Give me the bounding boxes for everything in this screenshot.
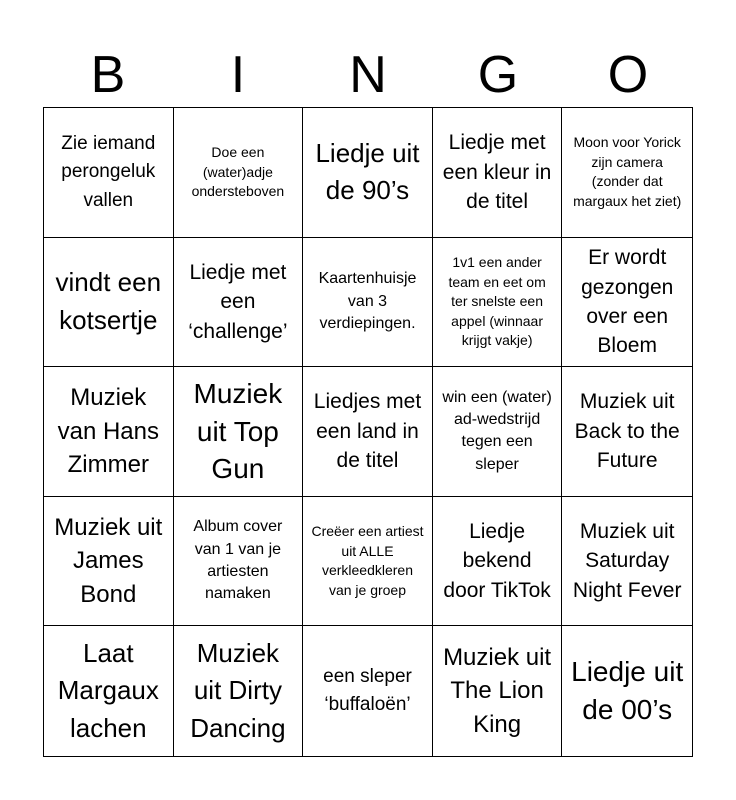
bingo-cell[interactable]	[433, 108, 563, 238]
cell-text: win een (water) ad-wedstrijd tegen een sleper	[442, 388, 552, 473]
header-letter-g: G	[477, 46, 519, 104]
bingo-cell[interactable]	[174, 108, 304, 238]
bingo-cell[interactable]	[562, 626, 692, 756]
bingo-cell[interactable]	[433, 626, 563, 756]
cell-text: Laat Margaux lachen	[57, 637, 159, 744]
bingo-cell[interactable]	[433, 497, 563, 627]
cell-text: Muziek uit Dirty Dancing	[190, 637, 286, 744]
cell-text: 1v1 een ander team en eet om ter snelste een appel (winnaar krijgt vakje)	[448, 253, 546, 349]
bingo-cell[interactable]	[433, 238, 563, 368]
bingo-cell[interactable]	[44, 108, 174, 238]
cell-text: vindt een kotsertje	[55, 267, 162, 335]
bingo-cell[interactable]	[303, 367, 433, 497]
cell-text: Muziek uit Saturday Night Fever	[572, 520, 682, 602]
bingo-cell[interactable]	[562, 367, 692, 497]
cell-text: Liedje bekend door TikTok	[443, 520, 551, 602]
bingo-cell[interactable]	[562, 238, 692, 368]
bingo-cell[interactable]	[44, 626, 174, 756]
bingo-cell[interactable]	[174, 238, 304, 368]
cell-text: Album cover van 1 van je artiesten namaken	[193, 518, 283, 603]
cell-text: Zie iemand perongeluk vallen	[61, 132, 156, 211]
bingo-board	[43, 107, 693, 757]
header-letter-o: O	[607, 46, 649, 104]
cell-text: Doe een (water)adje ondersteboven	[191, 143, 285, 200]
cell-text: Liedje met een kleur in de titel	[442, 131, 552, 213]
bingo-cell[interactable]	[174, 626, 304, 756]
bingo-cell[interactable]	[562, 497, 692, 627]
cell-text: Er wordt gezongen over een Bloem	[581, 246, 674, 358]
header-letter-i: I	[230, 46, 246, 104]
cell-text: Muziek uit The Lion King	[443, 643, 552, 738]
cell-text: Liedje uit de 00’s	[571, 656, 684, 726]
bingo-cell[interactable]	[174, 497, 304, 627]
cell-text: Muziek uit Back to the Future	[574, 390, 680, 473]
bingo-cell[interactable]	[44, 238, 174, 368]
cell-text: Kaartenhuisje van 3 verdiepingen.	[318, 270, 417, 333]
bingo-cell[interactable]	[303, 626, 433, 756]
bingo-header	[43, 44, 693, 106]
cell-text: een sleper ‘buffaloën’	[323, 665, 412, 716]
bingo-cell[interactable]	[174, 367, 304, 497]
cell-text: Creëer een artiest uit ALLE verkleedkleren van je groep	[311, 522, 424, 598]
bingo-cell[interactable]	[433, 367, 563, 497]
header-letter-n: N	[349, 46, 387, 104]
cell-text: Muziek van Hans Zimmer	[57, 384, 159, 479]
header-letter-b: B	[90, 46, 126, 104]
cell-text: Muziek uit James Bond	[54, 513, 163, 608]
cell-text: Liedjes met een land in de titel	[313, 390, 422, 473]
bingo-cell[interactable]	[303, 108, 433, 238]
bingo-cell[interactable]	[303, 497, 433, 627]
cell-text: Liedje met een ‘challenge’	[188, 260, 288, 343]
bingo-cell[interactable]	[562, 108, 692, 238]
cell-text: Liedje uit de 90’s	[315, 137, 420, 206]
cell-text: Moon voor Yorick zijn camera (zonder dat margaux het ziet)	[573, 134, 682, 209]
bingo-cell[interactable]	[303, 238, 433, 368]
cell-text: Muziek uit Top Gun	[193, 377, 283, 485]
bingo-cell[interactable]	[44, 367, 174, 497]
bingo-cell[interactable]	[44, 497, 174, 627]
